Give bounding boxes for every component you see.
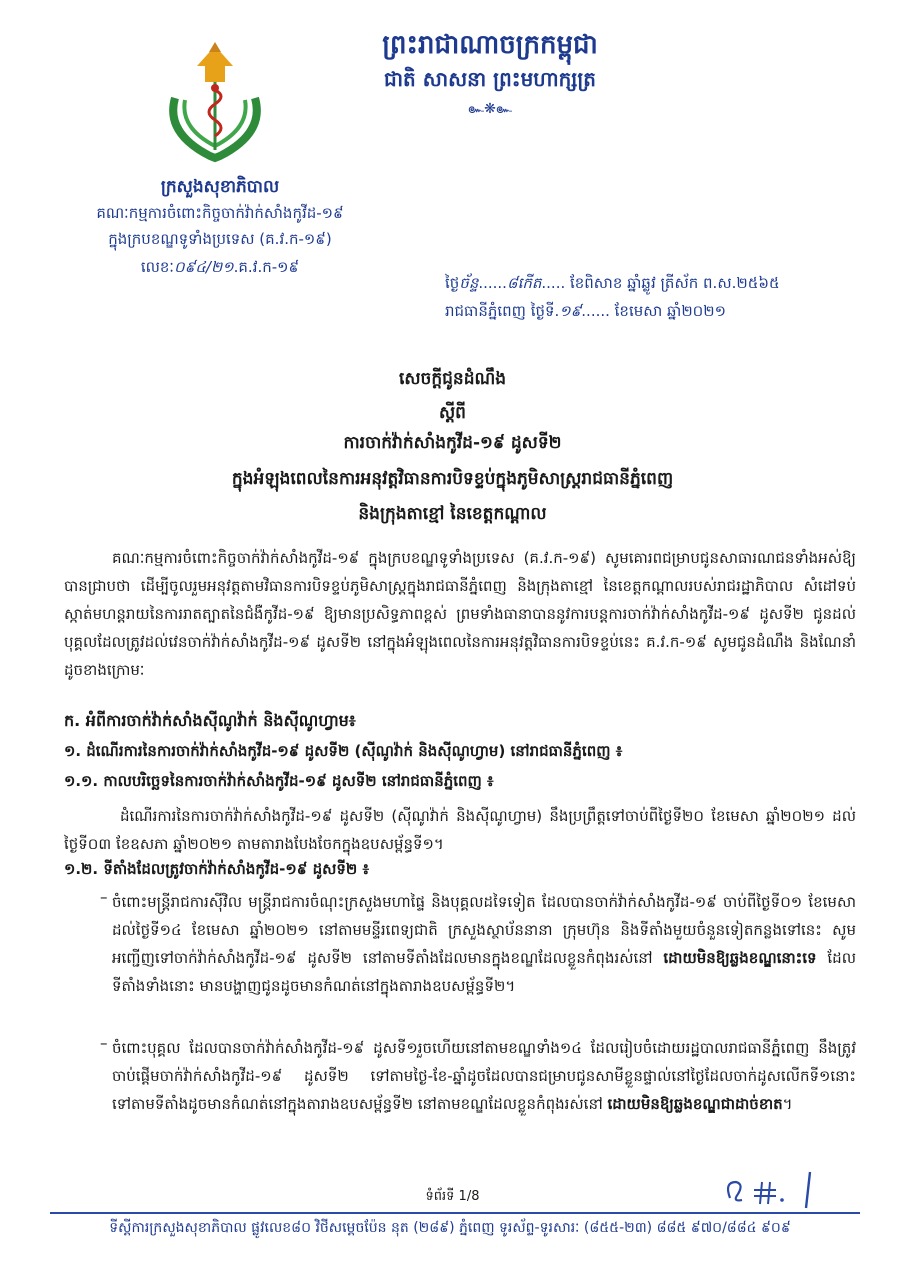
section-1-2-heading: ១.២. ទីតាំងដែលត្រូវចាក់វ៉ាក់សាំងកូវីដ-១៩ ដូសទី២ ៖	[64, 860, 370, 878]
committee-scope: ក្នុងក្របខណ្ឌទូទាំងប្រទេស (គ.វ.ក-១៩)	[108, 230, 332, 248]
lunar-day: ច័ន្ទ	[459, 274, 479, 292]
footer-address: ទីស្តីការក្រសួងសុខាភិបាល ផ្លូវលេខ៨០ វិថីសម្តេចប៉ែន នុត (២៨៩) ភ្នំពេញ ទូរស័ព្ទ-ទូរសារៈ (៨៥៥-២៣) ៨៨៥ ៩៧០/៨៨៤ ៩០៩	[109, 1220, 791, 1236]
civil-rest: ខែមេសា ឆ្នាំ២០២១	[614, 302, 727, 320]
reference-label: លេខៈ	[140, 258, 175, 276]
committee-name: គណៈកម្មការចំពោះកិច្ចចាក់វ៉ាក់សាំងកូវីដ-១៩	[96, 204, 344, 222]
bullet-2-tail: ។	[782, 1095, 793, 1113]
civil-day: ១៩	[559, 302, 582, 320]
section-1-heading: ១. ដំណើរការនៃការចាក់វ៉ាក់សាំងកូវីដ-១៩ ដូសទី២ (ស៊ីណូវ៉ាក់ និងស៊ីណូហ្វាម) នៅរាជធានីភ្នំពេញ ៖	[64, 742, 623, 760]
lunar-rest: ខែពិសាខ ឆ្នាំឆ្លូវ ត្រីស័ក ព.ស.២៥៦៥	[570, 274, 780, 292]
section-1-1-paragraph: ដំណើរការនៃការចាក់វ៉ាក់សាំងកូវីដ-១៩ ដូសទី២ (ស៊ីណូវ៉ាក់ និងស៊ីណូហ្វាម) នឹងប្រព្រឹត្តទៅចាប់ពីថ្ងៃទី២០ ខែមេសា ឆ្នាំ២០២១ ដល់ថ្ងៃទី០៣ ខែឧសភា ឆ្នាំ២០២១ តាមតារាងបែងចែកក្នុងឧបសម្ព័ន្ធទី១។	[64, 807, 856, 853]
bullet-1-tail: ដែលទីតាំងទាំងនោះ មានបង្ហាញជូនដូចមានកំណត់នៅក្នុងតារាងឧបសម្ព័ន្ធទី២។	[112, 949, 856, 995]
notice-subject-line2: ក្នុងអំឡុងពេលនៃការអនុវត្តវិធានការបិទខ្ទប់ក្នុងភូមិសាស្ត្ររាជធានីភ្នំពេញ	[231, 469, 674, 489]
bullet-2-text: ចំពោះបុគ្គល ដែលបានចាក់វ៉ាក់សាំងកូវីដ-១៩ ដូសទី១រួចហើយនៅតាមខណ្ឌទាំង១៤ ដែលរៀបចំដោយរដ្ឋបាលរាជធានីភ្នំពេញ នឹងត្រូវចាប់ផ្តើមចាក់វ៉ាក់សាំងកូវីដ-១៩ ដូសទី២ ទៅតាមថ្ងៃ-ខែ-ឆ្នាំដូចដែលបានជម្រាបជូនសាមីខ្លួនផ្ទាល់នៅថ្ងៃដែលចាក់ដូសលើកទី១នោះ ទៅតាមទីតាំងដូចមានកំណត់នៅក្នុងតារាងឧបសម្ព័ន្ធទី២ នៅតាមខណ្ឌដែលខ្លួនកំពុងរស់នៅ	[112, 1039, 856, 1113]
bullet-item	[112, 888, 856, 1000]
lunar-prefix: ថ្ងៃ	[445, 274, 460, 292]
lunar-date: ថ្ងៃច័ន្ទ......៨កើត..... ខែពិសាខ ឆ្នាំឆ្លូវ ត្រីស័ក ព.ស.២៥៦៥	[445, 274, 780, 292]
page-number: ទំព័រទី 1/8	[425, 1189, 480, 1204]
ministry-name: ក្រសួងសុខាភិបាល	[160, 177, 280, 197]
footer-rule	[50, 1212, 860, 1214]
notice-subject-line1: ការចាក់វ៉ាក់សាំងកូវីដ-១៩ ដូសទី២	[343, 433, 562, 453]
header-ornament: ๛❋๛	[467, 101, 513, 117]
section-a-heading: ក. អំពីការចាក់វ៉ាក់សាំងស៊ីណូវ៉ាក់ និងស៊ីណូហ្វាម៖	[64, 711, 356, 730]
reference-value: ០៩៤/២១	[174, 258, 234, 276]
bullet-2-emphasis: ដោយមិនឱ្យឆ្លងខណ្ឌជាដាច់ខាត	[607, 1095, 783, 1113]
bullet-dash: –	[100, 888, 108, 906]
bullet-dash: –	[100, 1034, 108, 1052]
national-motto: ជាតិ សាសនា ព្រះមហាក្សត្រ	[384, 67, 596, 91]
notice-subject-label: ស្តីពី	[439, 403, 466, 423]
bullet-item	[112, 1034, 856, 1118]
civil-prefix: រាជធានីភ្នំពេញ ថ្ងៃទី	[445, 302, 555, 320]
notice-title: សេចក្តីជូនដំណឹង	[398, 369, 507, 389]
intro-paragraph: គណៈកម្មការចំពោះកិច្ចចាក់វ៉ាក់សាំងកូវីដ-១៩ ក្នុងក្របខណ្ឌទូទាំងប្រទេស (គ.វ.ក-១៩) សូមគោរពជម្រាបជូនសាធារណជនទាំងអស់ឱ្យបានជ្រាបថា ដើម្បីចូលរួមអនុវត្តតាមវិធានការបិទខ្ទប់ភូមិសាស្ត្រក្នុងរាជធានីភ្នំពេញ និងក្រុងតាខ្មៅ នៃខេត្តកណ្តាលរបស់រាជរដ្ឋាភិបាល សំដៅទប់ស្កាត់មហន្តរាយនៃការរាតត្បាតនៃជំងឺកូវីដ-១៩ ឱ្យមានប្រសិទ្ធភាពខ្ពស់ ព្រមទាំងធានាបាននូវការបន្តការចាក់វ៉ាក់សាំងកូវីដ-១៩ ដូសទី២ ជូនដល់បុគ្គលដែលត្រូវដល់វេនចាក់វ៉ាក់សាំងកូវីដ-១៩ ដូសទី២ នៅក្នុងអំឡុងពេលនៃការអនុវត្តវិធានការបិទខ្ទប់នេះ គ.វ.ក-១៩ សូមជូនដំណឹង និងណែនាំ ដូចខាងក្រោមៈ	[64, 549, 856, 679]
lunar-number: ៨កើត	[506, 274, 542, 292]
notice-subject-line3: និងក្រុងតាខ្មៅ នៃខេត្តកណ្តាល	[358, 504, 547, 524]
kingdom-title: ព្រះរាជាណាចក្រកម្ពុជា	[382, 30, 598, 60]
section-1-1-heading: ១.១. កាលបរិច្ឆេទនៃការចាក់វ៉ាក់សាំងកូវីដ-១៩ ដូសទី២ នៅរាជធានីភ្នំពេញ ៖	[64, 772, 494, 790]
civil-date: រាជធានីភ្នំពេញ ថ្ងៃទី.១៩...... ខែមេសា ឆ្នាំ២០២១	[445, 302, 727, 320]
bullet-1-text: ចំពោះមន្ត្រីរាជការស៊ីវិល មន្ត្រីរាជការចំណុះក្រសួងមហាផ្ទៃ និងបុគ្គលដទៃទៀត ដែលបានចាក់វ៉ាក់សាំងកូវីដ-១៩ ចាប់ពីថ្ងៃទី០១ ខែមេសា ដល់ថ្ងៃទី១៤ ខែមេសា ឆ្នាំ២០២១ នៅតាមមន្ទីរពេទ្យជាតិ ក្រសួងស្ថាប័ននានា ក្រុមហ៊ុន និងទីតាំងមួយចំនួនទៀតកន្លងទៅនេះ សូមអញ្ជើញទៅចាក់វ៉ាក់សាំងកូវីដ-១៩ ដូសទី២ នៅតាមទីតាំងដែលមានក្នុងខណ្ឌដែលខ្លួនកំពុងរស់នៅ	[112, 893, 856, 967]
bullet-1-emphasis: ដោយមិនឱ្យឆ្លងខណ្ឌនោះទេ	[663, 949, 817, 967]
signature-icon	[720, 1168, 830, 1212]
ministry-emblem-icon	[155, 38, 275, 168]
reference-suffix: .គ.វ.ក-១៩	[233, 258, 300, 276]
reference-number	[70, 258, 370, 280]
